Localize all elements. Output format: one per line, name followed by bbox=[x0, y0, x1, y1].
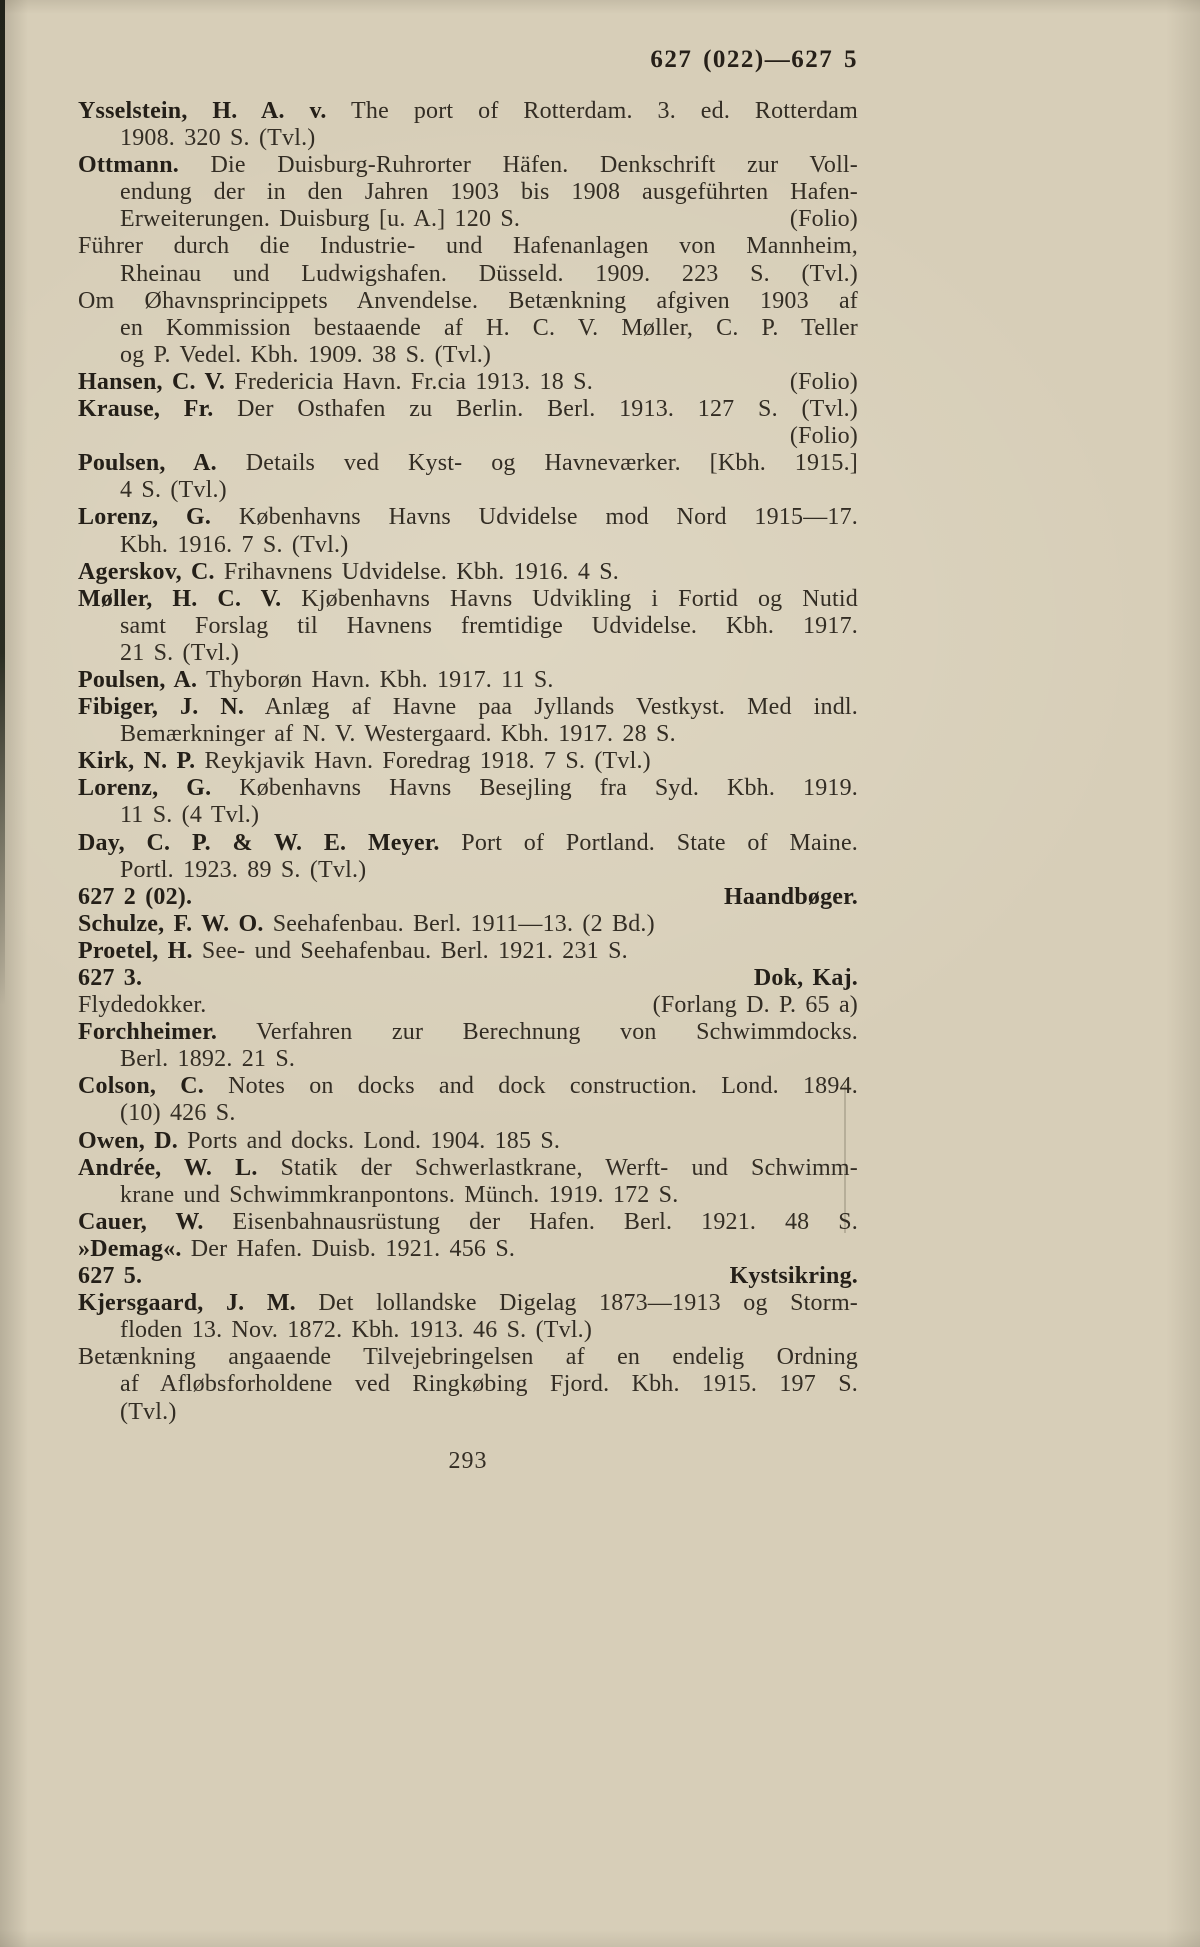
entry-left bbox=[78, 1019, 858, 1045]
entry-line bbox=[78, 1182, 858, 1209]
entry-left bbox=[78, 152, 858, 178]
entry-text: 1908. 320 S. (Tvl.) bbox=[120, 125, 316, 152]
entry-line bbox=[78, 586, 858, 613]
entry-left bbox=[120, 179, 858, 205]
entry-author: Kirk, N. P. bbox=[78, 748, 196, 775]
entry-line bbox=[78, 1046, 858, 1073]
entry-text: Frihavnens Udvidelse. Kbh. 1916. 4 S. bbox=[214, 558, 619, 585]
entry-left bbox=[78, 1073, 858, 1099]
entry-left bbox=[78, 233, 858, 259]
entry-left bbox=[120, 1046, 295, 1072]
entry-text: See- und Seehafenbau. Berl. 1921. 231 S. bbox=[192, 937, 628, 964]
entry-line bbox=[78, 667, 858, 694]
entry-line bbox=[78, 423, 858, 450]
entry-left bbox=[78, 667, 554, 693]
entry-author: Andrée, W. L. bbox=[78, 1154, 258, 1181]
entry-left bbox=[120, 1182, 678, 1208]
entry-author: Krause, Fr. bbox=[78, 396, 214, 423]
entry-line bbox=[78, 125, 858, 152]
entry-text: Berl. 1892. 21 S. bbox=[120, 1046, 296, 1073]
entry-left bbox=[120, 342, 491, 368]
entry-author: Ottmann. bbox=[78, 152, 179, 179]
entry-right-label: (Forlang D. P. 65 a) bbox=[652, 992, 858, 1019]
entry-text: 11 S. (4 Tvl.) bbox=[120, 802, 260, 829]
entry-left bbox=[78, 992, 206, 1019]
entry-left bbox=[78, 504, 858, 530]
entry-text: 21 S. (Tvl.) bbox=[120, 639, 240, 666]
entry-right-label: Haandbøger. bbox=[723, 883, 858, 910]
entry-line bbox=[78, 613, 858, 640]
entry-author: 627 5. bbox=[78, 1263, 143, 1290]
entry-line bbox=[78, 504, 858, 531]
entry-left bbox=[78, 884, 192, 911]
entry-line bbox=[78, 1263, 858, 1290]
entry-left bbox=[78, 559, 619, 585]
entry-line bbox=[78, 992, 858, 1019]
entry-right-label: (Folio) bbox=[789, 423, 858, 450]
entry-text: Kbh. 1916. 7 S. (Tvl.) bbox=[120, 531, 349, 558]
entry-text: (Tvl.) bbox=[120, 1398, 177, 1425]
entry-right-label: (Folio) bbox=[789, 206, 858, 233]
entry-line bbox=[78, 179, 858, 206]
entry-left bbox=[78, 396, 858, 422]
entry-line bbox=[78, 1128, 858, 1155]
entry-line bbox=[78, 1155, 858, 1182]
entry-line bbox=[78, 450, 858, 477]
entry-author: Forchheimer. bbox=[78, 1019, 218, 1046]
entry-text: Bemærkninger af N. V. Westergaard. Kbh. 1917. 28 S. bbox=[120, 721, 676, 748]
entry-line bbox=[78, 748, 858, 775]
entry-line bbox=[78, 342, 858, 369]
entry-left bbox=[120, 477, 227, 503]
entry-left bbox=[120, 532, 348, 558]
entry-line bbox=[78, 1019, 858, 1046]
entry-author: Owen, D. bbox=[78, 1127, 178, 1154]
entry-author: Lorenz, G. bbox=[78, 504, 212, 531]
entry-left bbox=[78, 1128, 560, 1154]
entry-text: Kjøbenhavns Havns Udvikling i Fortid og Nutid bbox=[281, 585, 858, 612]
entry-author: 627 2 (02). bbox=[78, 883, 193, 910]
page-number: 293 bbox=[448, 1447, 488, 1474]
entry-text: Thyborøn Havn. Kbh. 1917. 11 S. bbox=[197, 666, 554, 693]
entry-author: Hansen, C. V. bbox=[78, 368, 226, 395]
entry-text: Port of Portland. State of Maine. bbox=[439, 829, 858, 856]
book-page bbox=[78, 46, 858, 1475]
entry-text: (10) 426 S. bbox=[120, 1100, 236, 1127]
entry-text: Erweiterungen. Duisburg [u. A.] 120 S. bbox=[120, 206, 521, 233]
page-header-classmark: 627 (022)—627 5 bbox=[650, 46, 858, 73]
entry-text: Rheinau und Ludwigshafen. Düsseld. 1909. 223 S. (Tvl.) bbox=[120, 260, 858, 287]
entry-text: 4 S. (Tvl.) bbox=[120, 477, 227, 504]
entry-line bbox=[78, 938, 858, 965]
entry-author: Agerskov, C. bbox=[78, 558, 215, 585]
entry-right-label: Dok, Kaj. bbox=[753, 965, 858, 991]
entry-left bbox=[78, 965, 142, 992]
entry-line bbox=[78, 1371, 858, 1398]
entry-line bbox=[78, 884, 858, 911]
entry-line bbox=[78, 640, 858, 667]
entry-line bbox=[78, 911, 858, 938]
entry-author: Kjersgaard, J. M. bbox=[78, 1290, 296, 1317]
entry-left bbox=[120, 640, 239, 666]
entry-line bbox=[78, 1399, 858, 1426]
entry-left bbox=[78, 1209, 858, 1235]
entry-line bbox=[78, 206, 858, 233]
entry-left bbox=[120, 1371, 858, 1397]
entry-text: Details ved Kyst- og Havneværker. [Kbh. 1915.] bbox=[216, 450, 858, 477]
entry-line bbox=[78, 261, 858, 288]
entry-line bbox=[78, 1209, 858, 1236]
entry-left bbox=[120, 613, 858, 639]
entry-text: endung der in den Jahren 1903 bis 1908 ausgeführten Hafen- bbox=[120, 179, 858, 206]
entry-left bbox=[120, 802, 259, 828]
entry-author: »Demag«. bbox=[78, 1235, 182, 1262]
entry-line bbox=[78, 965, 858, 992]
entry-left bbox=[78, 288, 858, 314]
entry-line bbox=[78, 369, 858, 396]
entry-left bbox=[78, 938, 628, 964]
entry-author: Cauer, W. bbox=[78, 1208, 204, 1235]
entry-text: Der Osthafen zu Berlin. Berl. 1913. 127 S. (Tvl.) bbox=[213, 396, 858, 423]
entry-text: Statik der Schwerlastkrane, Werft- und Schwimm- bbox=[257, 1154, 858, 1181]
entry-left bbox=[78, 369, 593, 396]
entry-author: Lorenz, G. bbox=[78, 775, 212, 802]
entry-left bbox=[78, 1155, 858, 1181]
entry-left bbox=[78, 1236, 515, 1262]
entry-left bbox=[120, 125, 315, 151]
entry-line bbox=[78, 288, 858, 315]
entry-author: Poulsen, A. bbox=[78, 666, 198, 693]
entry-text: en Kommission bestaaende af H. C. V. Møller, C. P. Teller bbox=[120, 314, 858, 341]
entry-left bbox=[78, 1263, 142, 1290]
entry-line bbox=[78, 1073, 858, 1100]
entry-line bbox=[78, 1344, 858, 1371]
entry-text: Anlæg af Havne paa Jyllands Vestkyst. Med indl. bbox=[244, 694, 858, 721]
entry-left bbox=[78, 1290, 858, 1316]
entry-text: Verfahren zur Berechnung von Schwimmdocks. bbox=[217, 1019, 858, 1046]
entry-text: The port of Rotterdam. 3. ed. Rotterdam bbox=[326, 98, 858, 124]
entry-line bbox=[78, 721, 858, 748]
entry-left bbox=[78, 748, 651, 774]
entry-line bbox=[78, 1317, 858, 1344]
entry-left bbox=[78, 586, 858, 612]
entry-left bbox=[120, 857, 366, 883]
entry-left bbox=[78, 450, 858, 476]
entry-right-label: Kystsikring. bbox=[729, 1263, 858, 1290]
entry-line bbox=[78, 1236, 858, 1263]
entry-text: Københavns Havns Besejling fra Syd. Kbh. 1919. bbox=[211, 775, 858, 802]
entry-text: Seehafenbau. Berl. 1911—13. (2 Bd.) bbox=[263, 910, 655, 937]
entry-left bbox=[120, 1100, 236, 1126]
entry-left bbox=[78, 775, 858, 801]
entry-left bbox=[120, 1317, 592, 1343]
entry-line bbox=[78, 532, 858, 559]
entry-left bbox=[120, 1399, 177, 1425]
entry-text: samt Forslag til Havnens fremtidige Udvidelse. Kbh. 1917. bbox=[120, 612, 858, 639]
entry-line bbox=[78, 315, 858, 342]
entry-line bbox=[78, 1290, 858, 1317]
entry-line bbox=[78, 830, 858, 857]
entry-line bbox=[78, 694, 858, 721]
entry-text: Københavns Havns Udvidelse mod Nord 1915—17. bbox=[211, 504, 859, 531]
entry-left bbox=[120, 206, 520, 233]
entry-line bbox=[78, 802, 858, 829]
entry-text: Die Duisburg-Ruhrorter Häfen. Denkschrift zur Voll- bbox=[178, 152, 858, 179]
entry-line bbox=[78, 1100, 858, 1127]
entry-text: og P. Vedel. Kbh. 1909. 38 S. (Tvl.) bbox=[120, 341, 492, 368]
entry-author: Ysselstein, H. A. v. bbox=[78, 98, 327, 124]
entry-text: floden 13. Nov. 1872. Kbh. 1913. 46 S. (Tvl.) bbox=[120, 1317, 593, 1344]
entry-left bbox=[78, 98, 858, 124]
entry-author: Poulsen, A. bbox=[78, 450, 217, 477]
entry-left bbox=[78, 1344, 858, 1370]
entry-text: Der Hafen. Duisb. 1921. 456 S. bbox=[181, 1235, 516, 1262]
entry-text: Om Øhavnsprincippets Anvendelse. Betænkning afgiven 1903 af bbox=[78, 287, 858, 314]
entry-author: Proetel, H. bbox=[78, 937, 193, 964]
entry-author: Fibiger, J. N. bbox=[78, 694, 245, 721]
entry-text: af Afløbsforholdene ved Ringkøbing Fjord. Kbh. 1915. 197 S. bbox=[120, 1371, 858, 1398]
entry-line bbox=[78, 559, 858, 586]
entry-text: Portl. 1923. 89 S. (Tvl.) bbox=[120, 856, 367, 883]
entry-text: krane und Schwimmkranpontons. Münch. 1919. 172 S. bbox=[120, 1181, 679, 1208]
entry-right-label: (Folio) bbox=[789, 368, 858, 395]
entry-line bbox=[78, 98, 858, 125]
entry-left bbox=[120, 261, 858, 287]
entry-line bbox=[78, 396, 858, 423]
entry-text: Führer durch die Industrie- und Hafenanlagen von Mannheim, bbox=[78, 233, 858, 260]
entry-text: Flydedokker. bbox=[78, 992, 207, 1019]
entry-left bbox=[78, 694, 858, 720]
entry-author: 627 3. bbox=[78, 965, 143, 991]
entry-text: Ports and docks. Lond. 1904. 185 S. bbox=[177, 1127, 561, 1154]
entry-line bbox=[78, 233, 858, 260]
entry-left bbox=[78, 911, 655, 937]
entry-line bbox=[78, 857, 858, 884]
entry-text: Eisenbahnausrüstung der Hafen. Berl. 1921. 48 S. bbox=[203, 1208, 858, 1235]
entry-author: Day, C. P. & W. E. Meyer. bbox=[78, 829, 440, 856]
entry-left bbox=[120, 315, 858, 341]
entry-text: Betænkning angaaende Tilvejebringelsen af en endelig Ordning bbox=[78, 1344, 858, 1371]
entry-author: Schulze, F. W. O. bbox=[78, 910, 264, 937]
entry-line bbox=[78, 152, 858, 179]
entry-author: Colson, C. bbox=[78, 1073, 204, 1100]
entry-left bbox=[120, 721, 676, 747]
entry-text: Reykjavik Havn. Foredrag 1918. 7 S. (Tvl.) bbox=[195, 748, 651, 775]
entry-left bbox=[78, 830, 858, 856]
bibliography-entries bbox=[78, 98, 858, 1426]
page-edge-shadow bbox=[0, 0, 5, 1005]
entry-text: Notes on docks and dock construction. Lond. 1894. bbox=[203, 1073, 858, 1100]
entry-line bbox=[78, 775, 858, 802]
entry-author: Møller, H. C. V. bbox=[78, 585, 282, 612]
entry-text: Fredericia Havn. Fr.cia 1913. 18 S. bbox=[225, 368, 593, 395]
entry-line bbox=[78, 477, 858, 504]
entry-text: Det lollandske Digelag 1873—1913 og Storm- bbox=[295, 1290, 859, 1317]
